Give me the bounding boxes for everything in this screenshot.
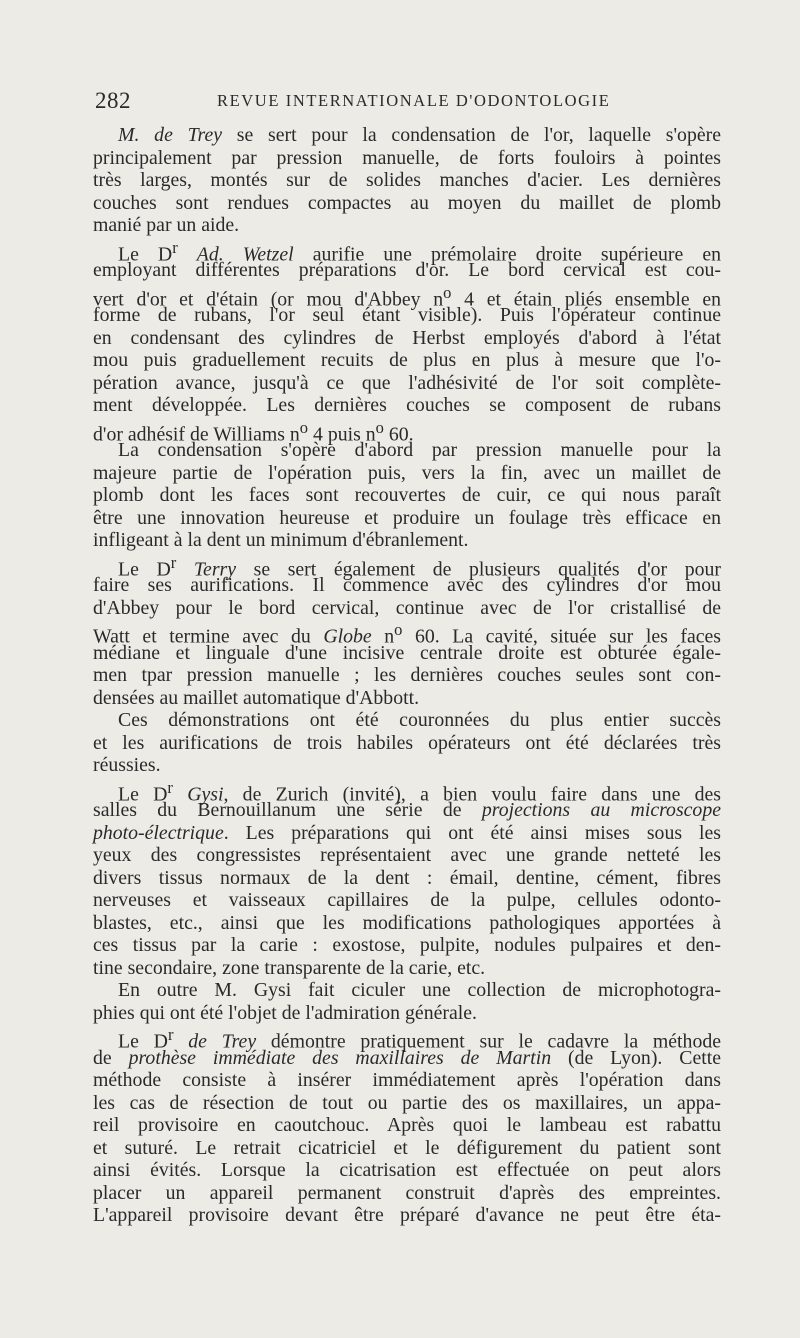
text-line: manié par un aide. [93, 214, 240, 236]
text-line: L'appareil provisoire devant être préparé d'avance ne peut être éta- [93, 1204, 721, 1226]
text-line: employant différentes préparations d'or. Le bord cervical est cou- [93, 259, 721, 281]
text-line: médiane et linguale d'une incisive centrale droite est obturée égale- [93, 641, 721, 664]
text-line: de prothèse immédiate des maxillaires de Martin (de Lyon). Cette [93, 1046, 721, 1069]
text-line: couches sont rendues compactes au moyen du maillet de plomb [93, 191, 721, 214]
text-line: les cas de résection de tout ou partie des os maxillaires, un appa- [93, 1091, 721, 1114]
text-line: et suturé. Le retrait cicatriciel et le défigurement du patient sont [93, 1136, 721, 1159]
text-line: ainsi évités. Lorsque la cicatrisation est effectuée on peut alors [93, 1159, 721, 1181]
text-line: densées au maillet automatique d'Abbott. [93, 686, 420, 709]
text-line: et les aurifications de trois habiles opérateurs ont été déclarées très [93, 731, 721, 754]
text-line: Le $D^r$ Terry se sert également de plusieurs qualités d'or pour [118, 552, 721, 581]
text-line: tine secondaire, zone transparente de la carie, etc. [93, 956, 486, 979]
body-text [93, 124, 721, 1227]
text-line: d'or adhésif de Williams $n^o$ 4 puis $n^o$ 60. [93, 417, 414, 446]
text-line: La condensation s'opère d'abord par pression manuelle pour la [118, 439, 721, 461]
text-line: mou puis graduellement recuits de plus en plus à mesure que l'o- [93, 349, 721, 371]
text-line: placer un appareil permanent construit d'après des empreintes. [93, 1181, 721, 1204]
text-line: Ces démonstrations ont été couronnées du plus entier succès [118, 709, 721, 731]
text-line: plomb dont les faces sont recouvertes de cuir, ce qui nous paraît [93, 484, 721, 506]
text-line: reil provisoire en caoutchouc. Après quoi le lambeau est rabattu [93, 1114, 721, 1136]
text-line: phies qui ont été l'objet de l'admiration générale. [93, 1001, 477, 1024]
text-line: en condensant des cylindres de Herbst employés d'abord à l'état [93, 326, 721, 349]
text-line: être une innovation heureuse et produire un foulage très efficace en [93, 506, 721, 529]
text-line: forme de rubans, l'or seul étant visible). Puis l'opérateur continue [93, 304, 721, 326]
text-line: divers tissus normaux de la dent : émail, dentine, cément, fibres [93, 866, 721, 889]
text-line: En outre M. Gysi fait ciculer une collection de microphotogra- [118, 979, 721, 1001]
text-line: faire ses aurifications. Il commence avec des cylindres d'or mou [93, 574, 721, 596]
page-number: 282 [95, 88, 131, 113]
text-line: men tpar pression manuelle ; les dernières couches seules sont con- [93, 664, 721, 686]
text-line: très larges, montés sur de solides manches d'acier. Les dernières [93, 169, 721, 191]
text-line: photo-électrique. Les préparations qui ont été ainsi mises sous les [93, 821, 721, 844]
text-line: ces tissus par la carie : exostose, pulpite, nodules pulpaires et den- [93, 934, 721, 956]
text-line: ment développée. Les dernières couches se composent de rubans [93, 394, 721, 416]
text-line: Watt et termine avec du Globe $n^o$ 60. La cavité, située sur les faces [93, 620, 721, 648]
running-head: REVUE INTERNATIONALE D'ODONTOLOGIE [217, 91, 611, 110]
text-line: vert d'or et d'étain (or mou d'Abbey $n^o$ 4 et étain pliés ensemble en [93, 282, 722, 311]
text-line: majeure partie de l'opération puis, vers la fin, avec un maillet de [93, 461, 721, 484]
text-line: yeux des congressistes représentaient avec une grande netteté les [93, 844, 721, 866]
text-line: nerveuses et vaisseaux capillaires de la pulpe, cellules odonto- [93, 889, 721, 911]
text-line: Le $D^r$ Gysi, de Zurich (invité), a bien voulu faire dans une des [118, 777, 722, 806]
text-line: M. de Trey se sert pour la condensation de l'or, laquelle s'opère [118, 124, 721, 146]
text-line: Le $D^r$ de Trey démontre pratiquement sur le cadavre la méthode [118, 1025, 721, 1053]
text-line: pération avance, jusqu'à ce que l'adhésivité de l'or soit complète- [93, 371, 721, 394]
text-line: blastes, etc., ainsi que les modifications pathologiques apportées à [93, 911, 721, 934]
text-line: infligeant à la dent un minimum d'ébranlement. [93, 529, 469, 551]
text-line: méthode consiste à insérer immédiatement après l'opération dans [93, 1069, 721, 1091]
text-line: salles du Bernouillanum une série de projections au microscope [93, 799, 721, 821]
text-line: principalement par pression manuelle, de forts fouloirs à pointes [93, 146, 721, 169]
text-line: réussies. [93, 754, 161, 776]
text-line: d'Abbey pour le bord cervical, continue avec de l'or cristallisé de [93, 596, 721, 619]
page-header [95, 88, 705, 118]
text-line: Le $D^r$ Ad. Wetzel aurifie une prémolaire droite supérieure en [118, 237, 722, 266]
